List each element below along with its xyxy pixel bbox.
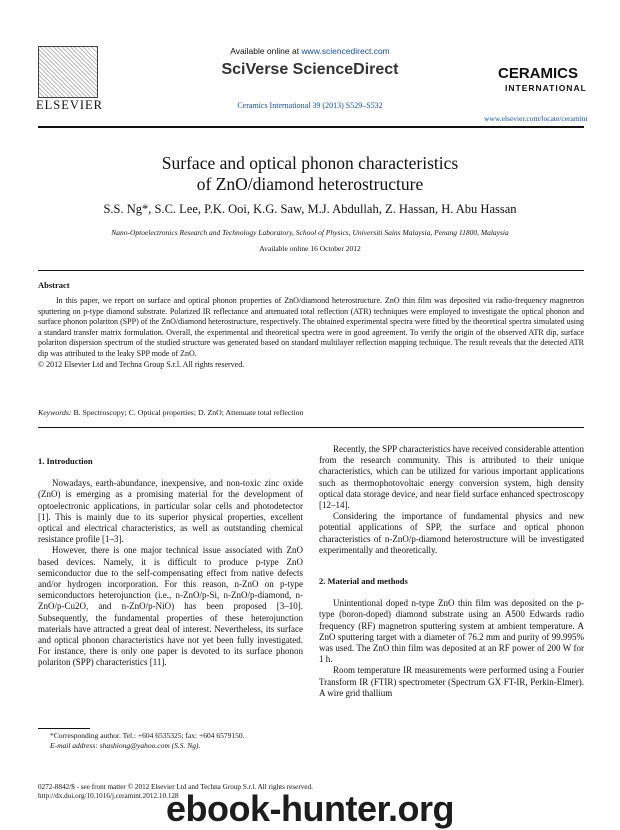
article-title <box>0 153 620 195</box>
platform-name: SciVerse ScienceDirect <box>221 61 399 78</box>
footnote-email: E-mail address: shashiong@yahoo.com (S.S. Ng). <box>50 740 201 750</box>
title-line1: Surface and optical phonon characteristics <box>161 153 459 173</box>
abstract-top-divider <box>38 270 584 271</box>
methods-paragraph-1: Unintentional doped n-type ZnO thin film was deposited on the p-type (boron-doped) diamond substrate using an A500 Edwards radio frequency (RF) magnetron sputtering system at ambient temperature. A ZnO sputtering target with a diameter of 76.2 mm and purity of 99.995% was used. The ZnO thin film was deposited at an RF power of 200 W for 1 h. <box>319 598 584 665</box>
watermark-text: ebook-hunter.org <box>166 788 454 829</box>
doi-link[interactable]: http://dx.doi.org/10.1016/j.ceramint.2012.10.128 <box>38 792 179 800</box>
affiliation: Nano-Optoelectronics Research and Technology Laboratory, School of Physics, Universiti Sains Malaysia, Penang 11800, Malaysia <box>111 228 509 237</box>
footnotes <box>38 731 303 750</box>
abstract-heading: Abstract <box>38 280 70 290</box>
abstract-bottom-divider <box>38 427 584 428</box>
section-heading-introduction: 1. Introduction <box>38 456 93 466</box>
intro-paragraph-2: However, there is one major technical issue associated with ZnO based devices. Namely, it is difficult to produce p-type ZnO semiconductor due to the self-compensating effect from native defects and/or hydrogen incorporation. For this reason, n-ZnO on p-type semiconductors heterojunction (i.e., n-ZnO/p-Si, n-ZnO/p-diamond, n-ZnO/p-Cu2O, and n-ZnO/p-NiO) has been proposed [3–10]. Subsequently, the fundamental properties of these heterojunction materials have attracted a great deal of interest. Nevertheless, its surface and optical phonon characteristics have not yet been fully investigated. For instance, there is only one paper is devoted to its surface phonon polariton (SPP) characteristics [11]. <box>38 545 303 668</box>
right-paragraph-1: Recently, the SPP characteristics have received considerable attention from the research community. This is attributed to their unique characteristics, which can be utilized for various important applications such as thermophotovoltaic energy conversion system, high density optical data storage device, and near field surface enhanced spectroscopy [12–14]. <box>319 444 584 511</box>
available-online-date: Available online 16 October 2012 <box>259 244 361 253</box>
available-line <box>0 46 620 56</box>
publisher-name: ELSEVIER <box>36 98 104 112</box>
footnote-corresponding-author: *Corresponding author. Tel.: +604 6535325; fax: +604 6579150. <box>50 731 245 740</box>
journal-logo-line2: INTERNATIONAL <box>505 83 587 93</box>
journal-logo-line1: CERAMICS <box>498 65 579 82</box>
journal-citation-link[interactable]: Ceramics International 39 (2013) S529–S532 <box>237 101 383 110</box>
abstract-body <box>38 296 584 370</box>
keywords-list: B. Spectroscopy; C. Optical properties; D. ZnO; Attenuate total reflection <box>71 408 304 417</box>
footnote-divider <box>38 728 90 729</box>
available-prefix: Available online at <box>230 46 302 56</box>
keywords-label: Keywords: <box>38 408 72 417</box>
abstract-text: In this paper, we report on surface and optical phonon properties of ZnO/diamond heterostructure. ZnO thin film was deposited via radio-frequency magnetron sputtering on p-type diamond substrate. Polarized IR reflectance and attenuated total reflection (ATR) techniques were employed to investigate the optical phonon and surface phonon polariton (SPP) of the ZnO/diamond heterostructure, respectively. The obtained experimental spectra were fitted by the theoretical spectra simulated using a standard transfer matrix formulation. Overall, the experimental and theoretical spectra were in good agreement. To verify the origin of the observed ATR dip, surface polariton dispersion spectrum of the studied structure was generated based on standard multilayer reflection mapping technique. The result reveals that the detected ATR dip was attributed to the leaky SPP mode of ZnO. <box>38 296 584 358</box>
right-column <box>319 444 584 699</box>
section-heading-methods: 2. Material and methods <box>319 576 408 587</box>
journal-url-link[interactable]: www.elsevier.com/locate/ceramint <box>484 114 588 123</box>
author-list: S.S. Ng*, S.C. Lee, P.K. Ooi, K.G. Saw, M.J. Abdullah, Z. Hassan, H. Abu Hassan <box>103 202 517 216</box>
methods-paragraph-2: Room temperature IR measurements were performed using a Fourier Transform IR (FTIR) spectrometer (Spectrum GX FT-IR, Perkin-Elmer). A wire grid thallium <box>319 665 584 698</box>
issn-line: 0272-8842/$ - see front matter © 2012 Elsevier Ltd and Techna Group S.r.l. All rights reserved. <box>38 783 313 791</box>
keywords-line <box>38 408 303 417</box>
sciencedirect-link[interactable]: www.sciencedirect.com <box>301 46 390 56</box>
header-divider <box>38 126 584 128</box>
intro-paragraph-1: Nowadays, earth-abundance, inexpensive, and non-toxic zinc oxide (ZnO) is emerging as a promising material for the development of optoelectronic applications, in particular solar cells and photodetector [1]. This is mainly due to its superior physical properties, excellent optical and electrical characteristics, as well as outstanding chemical resistance profile [1–3]. <box>38 478 303 545</box>
title-line2: of ZnO/diamond heterostructure <box>196 174 424 194</box>
abstract-copyright: © 2012 Elsevier Ltd and Techna Group S.r.l. All rights reserved. <box>38 359 245 369</box>
right-paragraph-2: Considering the importance of fundamental physics and new potential applications of SPP, the surface and optical phonon characteristics of n-ZnO/p-diamond heterostructure will be investigated experimentally and theoretically. <box>319 511 584 555</box>
left-column <box>38 456 303 669</box>
